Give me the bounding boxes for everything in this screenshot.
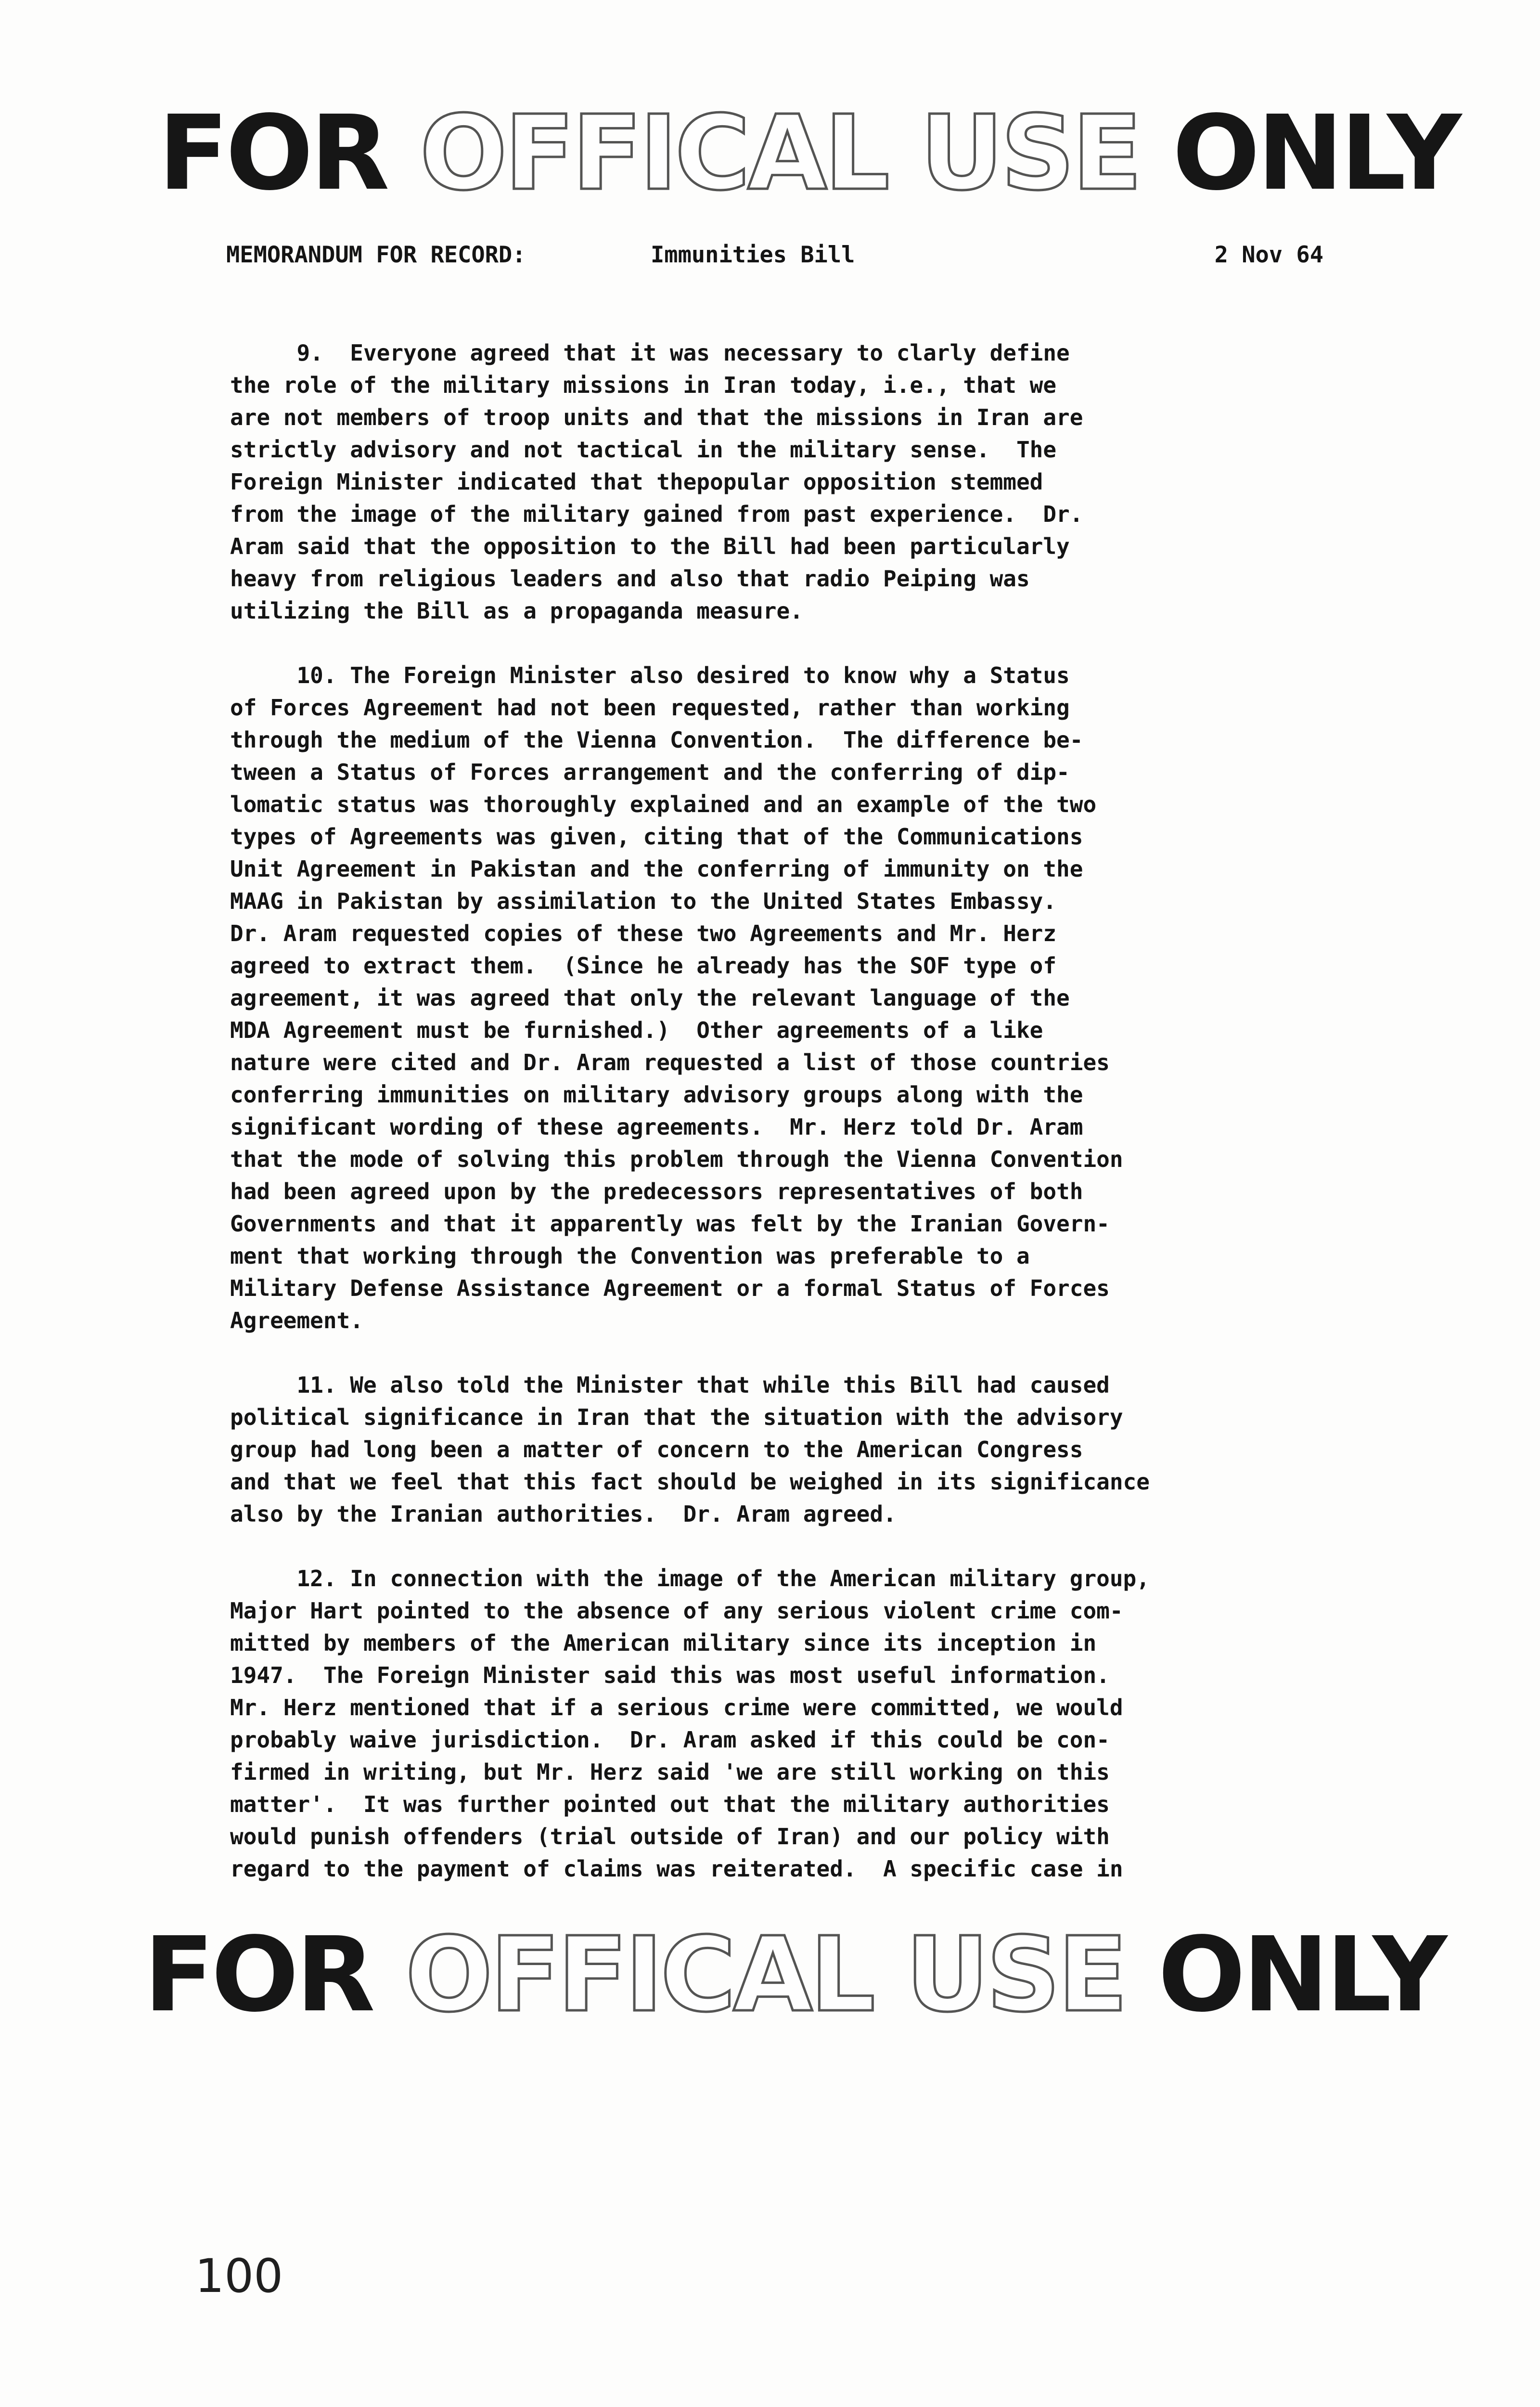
stamp-word-for: FOR	[143, 1915, 406, 2035]
text-line: Major Hart pointed to the absence of any serious violent crime com-	[230, 1598, 1123, 1624]
text-line: 1947. The Foreign Minister said this was most useful information.	[230, 1662, 1110, 1688]
text-line: heavy from religious leaders and also that radio Peiping was	[230, 566, 1030, 592]
text-line: 9. Everyone agreed that it was necessary to clarly define	[230, 340, 1070, 366]
text-line: conferring immunities on military advisory groups along with the	[230, 1082, 1083, 1108]
paragraph-9	[230, 337, 1433, 627]
stamp-word-only: ONLY	[1139, 93, 1459, 213]
text-line: 11. We also told the Minister that while this Bill had caused	[230, 1372, 1110, 1398]
stamp-word-for: FOR	[158, 93, 420, 213]
text-line: agreement, it was agreed that only the relevant language of the	[230, 985, 1070, 1011]
text-line: Unit Agreement in Pakistan and the conferring of immunity on the	[230, 856, 1083, 882]
text-line: 12. In connection with the image of the American military group,	[230, 1566, 1150, 1592]
text-line: Foreign Minister indicated that thepopular opposition stemmed	[230, 469, 1043, 495]
text-line: Mr. Herz mentioned that if a serious crime were committed, we would	[230, 1695, 1123, 1721]
stamp-word-offical-use: OFFICAL USE	[420, 93, 1140, 213]
text-line: from the image of the military gained from past experience. Dr.	[230, 501, 1083, 527]
text-line: nature were cited and Dr. Aram requested a list of those countries	[230, 1049, 1110, 1075]
text-line: regard to the payment of claims was reiterated. A specific case in	[230, 1856, 1123, 1882]
text-line: Aram said that the opposition to the Bill had been particularly	[230, 533, 1070, 559]
text-line: lomatic status was thoroughly explained and an example of the two	[230, 791, 1097, 817]
paragraph-12	[230, 1563, 1433, 1885]
memo-subject: Immunities Bill	[651, 242, 855, 268]
text-line: through the medium of the Vienna Convention. The difference be-	[230, 727, 1083, 753]
text-line: that the mode of solving this problem through the Vienna Convention	[230, 1146, 1123, 1172]
text-line: probably waive jurisdiction. Dr. Aram asked if this could be con-	[230, 1727, 1110, 1753]
text-line: matter'. It was further pointed out that the military authorities	[230, 1791, 1110, 1817]
memo-body	[230, 337, 1433, 1917]
text-line: tween a Status of Forces arrangement and the conferring of dip-	[230, 759, 1070, 785]
text-line: mitted by members of the American military since its inception in	[230, 1630, 1097, 1656]
text-line: types of Agreements was given, citing that of the Communications	[230, 824, 1083, 850]
text-line: had been agreed upon by the predecessors representatives of both	[230, 1178, 1083, 1204]
text-line: political significance in Iran that the situation with the advisory	[230, 1404, 1123, 1430]
stamp-word-only: ONLY	[1125, 1915, 1445, 2035]
text-line: group had long been a matter of concern to the American Congress	[230, 1436, 1083, 1462]
text-line: and that we feel that this fact should be weighed in its significance	[230, 1469, 1150, 1495]
text-line: Agreement.	[230, 1307, 363, 1333]
text-line: MDA Agreement must be furnished.) Other agreements of a like	[230, 1017, 1043, 1043]
text-line: ment that working through the Convention was preferable to a	[230, 1243, 1030, 1269]
memo-label: MEMORANDUM FOR RECORD:	[226, 242, 526, 268]
stamp-word-offical-use: OFFICAL USE	[405, 1915, 1125, 2035]
memo-date: 2 Nov 64	[1214, 242, 1323, 268]
text-line: agreed to extract them. (Since he already has the SOF type of	[230, 953, 1057, 979]
text-line: of Forces Agreement had not been requested, rather than working	[230, 695, 1070, 721]
text-line: Military Defense Assistance Agreement or a formal Status of Forces	[230, 1275, 1110, 1301]
text-line: the role of the military missions in Iran today, i.e., that we	[230, 372, 1057, 398]
text-line: Dr. Aram requested copies of these two Agreements and Mr. Herz	[230, 920, 1057, 946]
text-line: would punish offenders (trial outside of Iran) and our policy with	[230, 1824, 1110, 1850]
classification-stamp-top	[38, 93, 1540, 213]
text-line: Governments and that it apparently was felt by the Iranian Govern-	[230, 1211, 1110, 1237]
text-line: utilizing the Bill as a propaganda measure.	[230, 598, 803, 624]
text-line: significant wording of these agreements. Mr. Herz told Dr. Aram	[230, 1114, 1083, 1140]
page-number: 100	[195, 2249, 283, 2303]
classification-stamp-bottom	[24, 1915, 1540, 2035]
text-line: 10. The Foreign Minister also desired to know why a Status	[230, 662, 1070, 688]
text-line: firmed in writing, but Mr. Herz said 'we are still working on this	[230, 1759, 1110, 1785]
text-line: are not members of troop units and that the missions in Iran are	[230, 404, 1083, 430]
paragraph-11	[230, 1369, 1433, 1530]
text-line: MAAG in Pakistan by assimilation to the United States Embassy.	[230, 888, 1057, 914]
text-line: strictly advisory and not tactical in the military sense. The	[230, 437, 1057, 463]
paragraph-10	[230, 660, 1433, 1337]
text-line: also by the Iranian authorities. Dr. Aram agreed.	[230, 1501, 897, 1527]
